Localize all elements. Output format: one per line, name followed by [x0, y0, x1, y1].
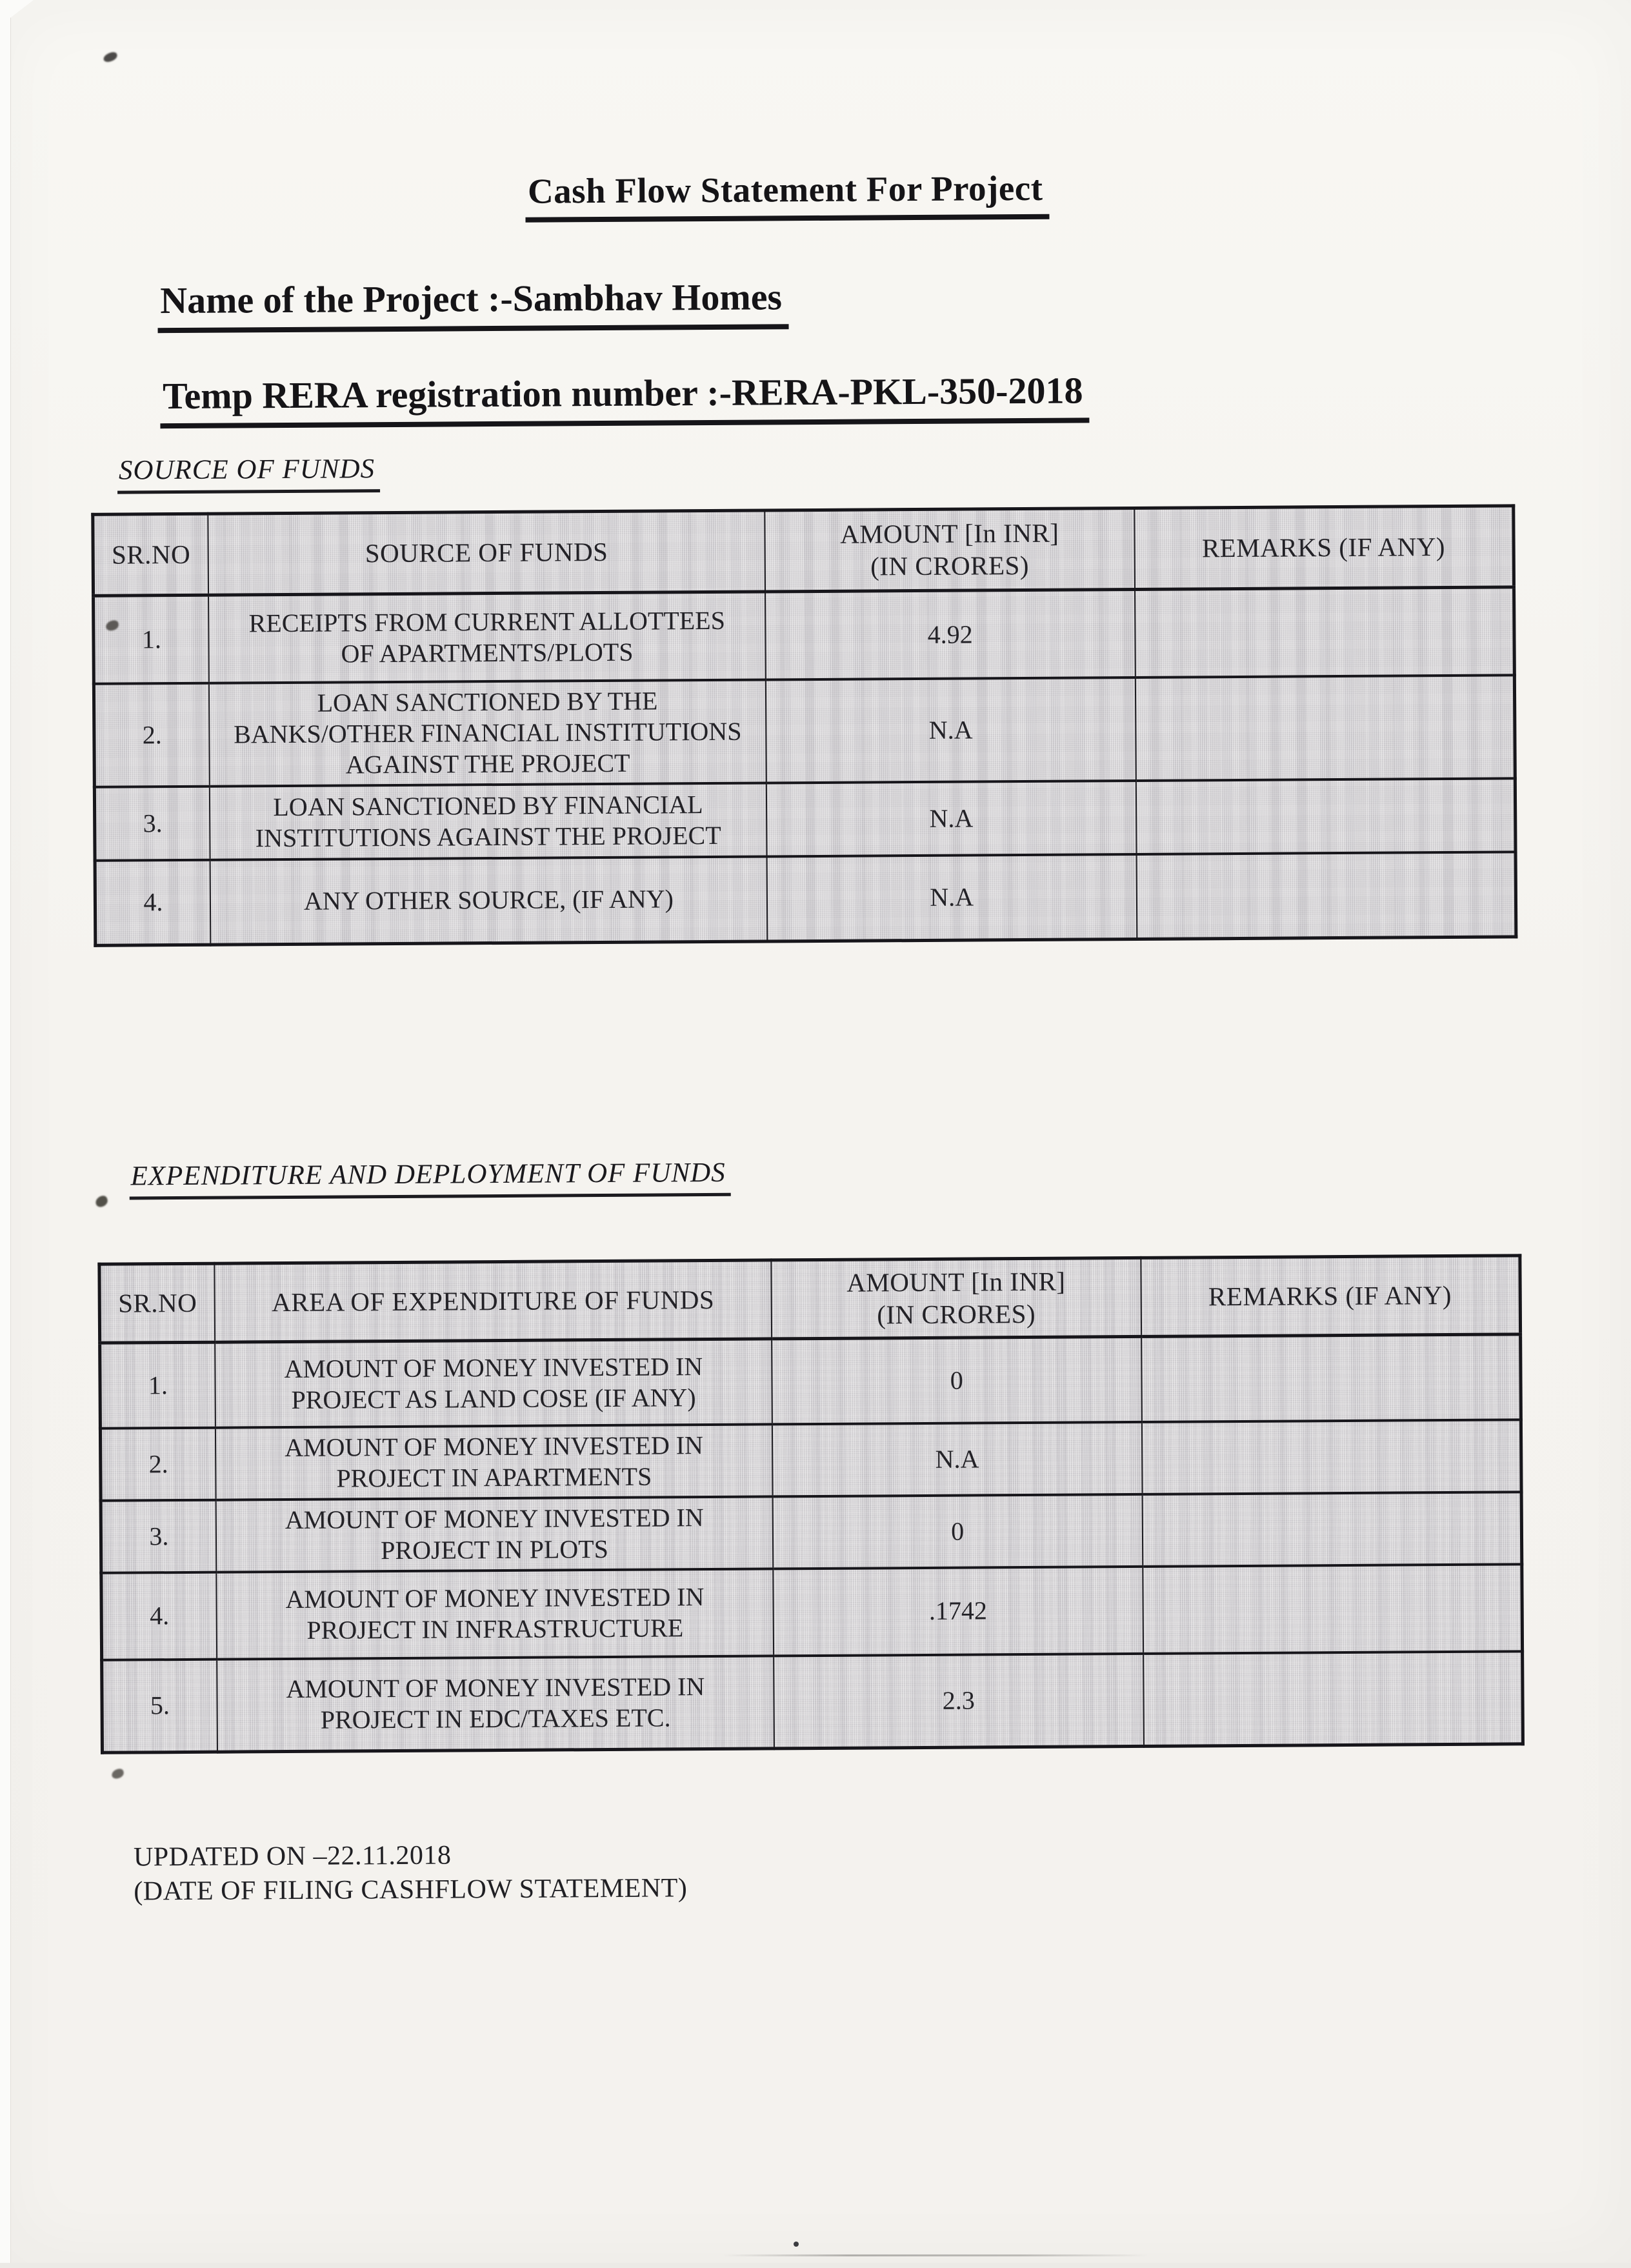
cell-remarks — [1136, 852, 1516, 939]
cell-amount: N.A — [766, 780, 1136, 856]
cell-sr-no: 2. — [94, 683, 209, 787]
table-row — [95, 852, 1516, 945]
rera-number-line — [160, 368, 1090, 428]
cell-remarks — [1143, 1651, 1523, 1747]
page-bottom-edge — [723, 2254, 1148, 2256]
cell-sr-no: 3. — [101, 1500, 216, 1572]
header-amount: AMOUNT [In INR] (IN CRORES) — [771, 1258, 1141, 1338]
cell-amount: 2.3 — [774, 1653, 1143, 1748]
cell-sr-no: 1. — [100, 1342, 215, 1428]
cell-amount: N.A — [767, 854, 1137, 941]
cell-amount: 0 — [772, 1336, 1141, 1423]
cell-description: AMOUNT OF MONEY INVESTED IN PROJECT IN APARTMENTS — [215, 1424, 773, 1500]
footer — [134, 1837, 688, 1909]
table-row — [94, 778, 1516, 860]
filing-note-line: (DATE OF FILING CASHFLOW STATEMENT) — [134, 1873, 688, 1907]
table-row — [100, 1420, 1521, 1500]
cell-remarks — [1135, 587, 1515, 677]
header-remarks: REMARKS (IF ANY) — [1134, 506, 1514, 590]
header-area-of-expenditure: AREA OF EXPENDITURE OF FUNDS — [214, 1260, 772, 1342]
table-header-row — [99, 1256, 1521, 1343]
cell-sr-no: 3. — [94, 786, 210, 860]
table-row — [94, 587, 1515, 683]
cell-description: ANY OTHER SOURCE, (IF ANY) — [210, 856, 767, 945]
source-of-funds-table — [91, 504, 1517, 947]
cell-sr-no: 2. — [100, 1427, 215, 1500]
header-source-of-funds: SOURCE OF FUNDS — [208, 510, 765, 595]
cell-description: AMOUNT OF MONEY INVESTED IN PROJECT IN PLOTS — [215, 1496, 773, 1572]
cell-description: LOAN SANCTIONED BY FINANCIAL INSTITUTIONS AGAINST THE PROJECT — [210, 783, 767, 859]
table-row — [102, 1651, 1523, 1752]
cell-amount: .1742 — [773, 1566, 1143, 1655]
cell-amount: N.A — [772, 1421, 1142, 1496]
table-row — [101, 1564, 1523, 1660]
cell-remarks — [1141, 1420, 1521, 1494]
header-sr-no: SR.NO — [99, 1263, 215, 1343]
cell-sr-no: 5. — [102, 1659, 217, 1752]
rera-number-text: Temp RERA registration number :-RERA-PKL-350-2018 — [160, 368, 1090, 428]
project-name-text: Name of the Project :-Sambhav Homes — [157, 275, 788, 333]
section-label-expenditure: EXPENDITURE AND DEPLOYMENT OF FUNDS — [129, 1157, 730, 1200]
cell-amount: N.A — [766, 677, 1136, 782]
table-header-row — [93, 506, 1514, 596]
cell-remarks — [1135, 675, 1515, 781]
cell-remarks — [1136, 778, 1516, 854]
header-sr-no: SR.NO — [93, 514, 208, 596]
table-row — [100, 1334, 1521, 1428]
cell-description: RECEIPTS FROM CURRENT ALLOTTEES OF APARTMENTS/PLOTS — [208, 592, 766, 683]
cell-remarks — [1143, 1564, 1523, 1654]
cell-remarks — [1142, 1492, 1522, 1567]
project-name-line — [157, 275, 788, 333]
cell-description: AMOUNT OF MONEY INVESTED IN PROJECT IN INFRASTRUCTURE — [216, 1569, 774, 1659]
header-remarks: REMARKS (IF ANY) — [1141, 1256, 1521, 1337]
section-label-source-of-funds: SOURCE OF FUNDS — [117, 453, 381, 494]
scan-dot — [794, 2242, 799, 2247]
cell-sr-no: 4. — [101, 1572, 217, 1660]
cell-description: AMOUNT OF MONEY INVESTED IN PROJECT AS LAND COSE (IF ANY) — [215, 1339, 772, 1427]
header-amount: AMOUNT [In INR] (IN CRORES) — [765, 508, 1134, 591]
cell-description: LOAN SANCTIONED BY THE BANKS/OTHER FINANCIAL INSTITUTIONS AGAINST THE PROJECT — [209, 679, 766, 786]
cell-sr-no: 1. — [94, 595, 209, 683]
cell-remarks — [1141, 1334, 1521, 1422]
table-row — [101, 1492, 1522, 1572]
page-title — [0, 165, 1579, 226]
cell-sr-no: 4. — [95, 859, 210, 945]
expenditure-table — [97, 1254, 1525, 1754]
cell-amount: 4.92 — [765, 589, 1135, 679]
page-title-text: Cash Flow Statement For Project — [525, 168, 1050, 223]
updated-on-line: UPDATED ON –22.11.2018 — [133, 1840, 452, 1872]
table-row — [94, 675, 1515, 787]
cell-description: AMOUNT OF MONEY INVESTED IN PROJECT IN EDC/TAXES ETC. — [217, 1656, 774, 1752]
cell-amount: 0 — [773, 1494, 1143, 1568]
